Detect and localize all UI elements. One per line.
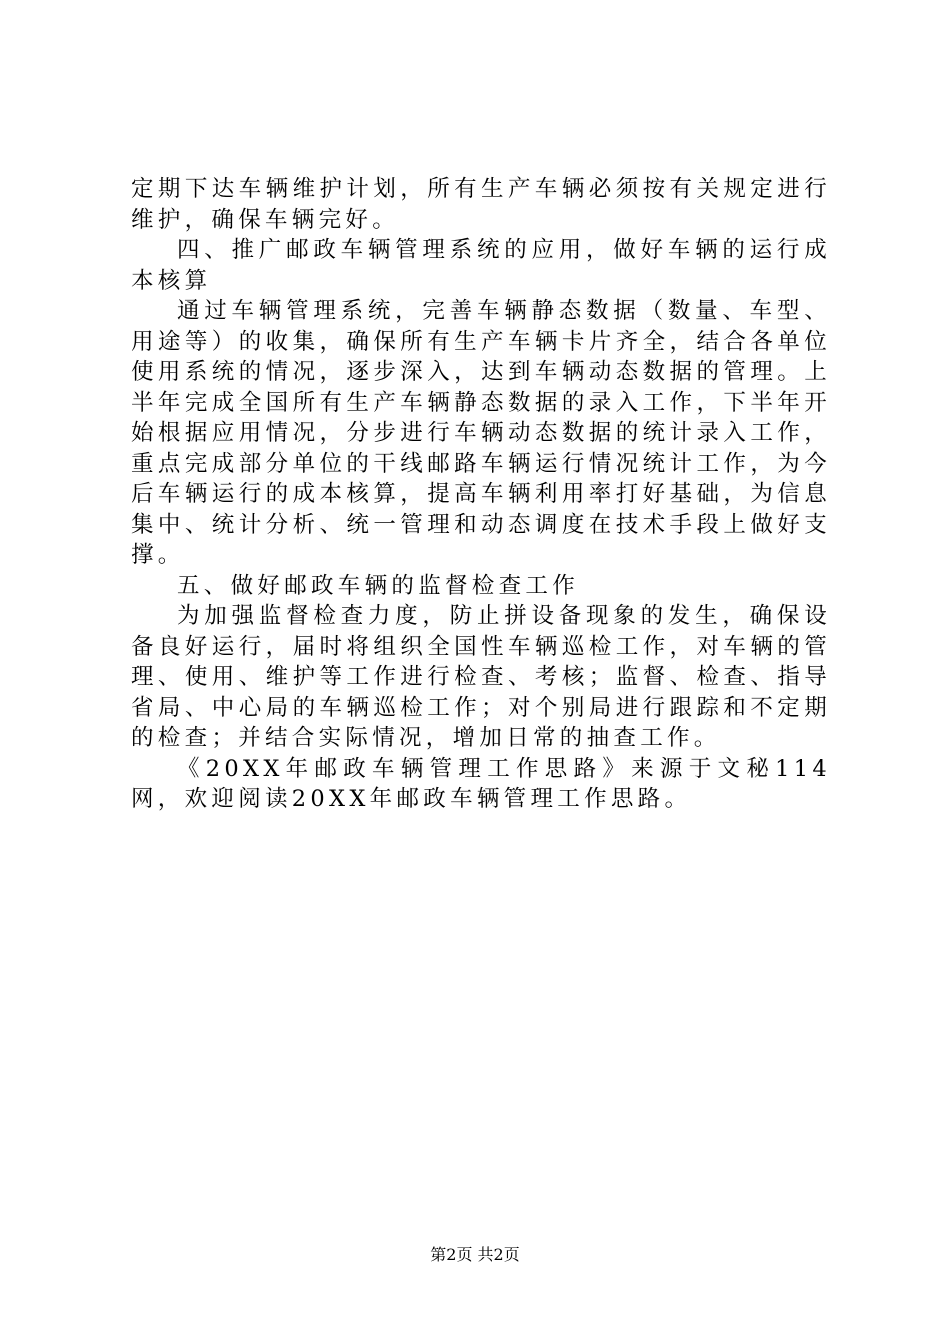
page-number-footer: 第2页 共2页 <box>430 1245 520 1264</box>
heading-section-five: 五、做好邮政车辆的监督检查工作 <box>177 572 580 599</box>
document-body <box>131 174 831 815</box>
heading-section-four: 四、推广邮政车辆管理系统的应用，做好车辆的运行成本核算 <box>131 237 831 294</box>
paragraph-inspection: 为加强监督检查力度，防止拼设备现象的发生，确保设备良好运行，届时将组织全国性车辆巡检工作，对车辆的管理、使用、维护等工作进行检查、考核；监督、检查、指导省局、中心局的车辆巡检工作；对个别局进行跟踪和不定期的检查；并结合实际情况，增加日常的抽查工作。 <box>131 603 831 751</box>
paragraph-vehicle-maintenance: 定期下达车辆维护计划，所有生产车辆必须按有关规定进行维护，确保车辆完好。 <box>131 176 831 233</box>
paragraph-management-system: 通过车辆管理系统，完善车辆静态数据（数量、车型、用途等）的收集，确保所有生产车辆卡片齐全，结合各单位使用系统的情况，逐步深入，达到车辆动态数据的管理。上半年完成全国所有生产车辆静态数据的录入工作，下半年开始根据应用情况，分步进行车辆动态数据的统计录入工作，重点完成部分单位的干线邮路车辆运行情况统计工作，为今后车辆运行的成本核算，提高车辆利用率打好基础，为信息集中、统计分析、统一管理和动态调度在技术手段上做好支撑。 <box>131 298 831 568</box>
paragraph-source-note: 《20XX年邮政车辆管理工作思路》来源于文秘114网，欢迎阅读20XX年邮政车辆管理工作思路。 <box>131 755 831 812</box>
